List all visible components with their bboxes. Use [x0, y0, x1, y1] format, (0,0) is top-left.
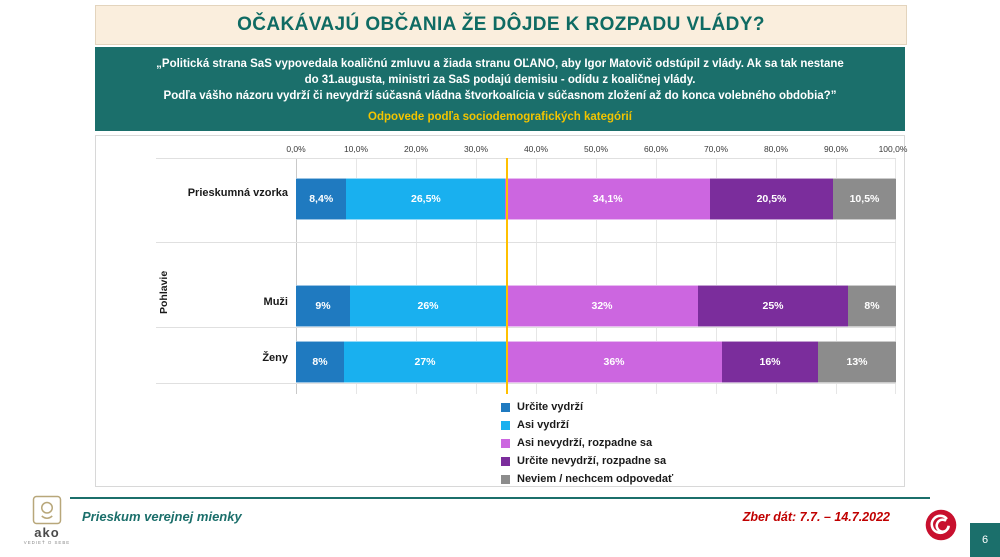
bar-segment-urcite-vydrzi: 9% — [296, 285, 350, 327]
bar-row-muzi — [296, 285, 896, 327]
legend-swatch-icon — [501, 421, 510, 430]
legend-item-1 — [501, 416, 831, 434]
bar-segment-asi-nevydrzi: 32% — [506, 285, 698, 327]
spiral-logo-icon — [924, 508, 958, 542]
reference-line — [506, 158, 508, 394]
xtick-3: 30,0% — [463, 144, 489, 154]
xtick-10: 100,0% — [878, 144, 908, 154]
bar-segment-neviem: 10,5% — [833, 178, 896, 220]
title-banner — [95, 5, 907, 45]
axis-group-label: Pohlavie — [158, 270, 170, 314]
bar-segment-neviem: 8% — [848, 285, 896, 327]
xtick-4: 40,0% — [523, 144, 549, 154]
legend-item-4 — [501, 470, 831, 488]
legend-label-0: Určite vydrží — [517, 401, 584, 413]
category-label-1: Muži — [263, 296, 288, 308]
xtick-9: 90,0% — [823, 144, 849, 154]
legend-label-4: Neviem / nechcem odpovedať — [517, 473, 674, 485]
question-subtitle: Odpovede podľa sociodemografických kategórií — [368, 110, 632, 123]
legend-swatch-icon — [501, 475, 510, 484]
category-axis — [156, 144, 296, 394]
xtick-5: 50,0% — [583, 144, 609, 154]
legend-swatch-icon — [501, 403, 510, 412]
row-separator-1 — [156, 242, 896, 243]
legend-label-1: Asi vydrží — [517, 419, 569, 431]
question-line-3: Podľa vášho názoru vydrží či nevydrží súčasná vládna štvorkoalícia v súčasnom zložení až do konca volebného obdobia?” — [163, 89, 837, 102]
ako-logo-tagline: VEDIEŤ O SEBE — [23, 540, 71, 545]
xtick-7: 70,0% — [703, 144, 729, 154]
bar-segment-neviem: 13% — [818, 341, 896, 383]
legend-item-3 — [501, 452, 831, 470]
bar-segment-asi-vydrzi: 26% — [350, 285, 506, 327]
xtick-1: 10,0% — [343, 144, 369, 154]
page-number-badge: 6 — [970, 523, 1000, 557]
page-title: OČAKÁVAJÚ OBČANIA ŽE DÔJDE K ROZPADU VLÁDY? — [237, 14, 765, 35]
bar-row-prieskumna-vzorka — [296, 178, 896, 220]
bar-segment-asi-vydrzi: 26,5% — [346, 178, 505, 220]
bar-segment-asi-nevydrzi: 34,1% — [505, 178, 710, 220]
legend-label-3: Určite nevydrží, rozpadne sa — [517, 455, 667, 467]
bar-segment-urcite-nevydrzi: 20,5% — [710, 178, 833, 220]
xtick-8: 80,0% — [763, 144, 789, 154]
value-axis — [286, 144, 908, 158]
footer-right-text: Zber dát: 7.7. – 14.7.2022 — [742, 510, 890, 524]
plot-area — [286, 144, 908, 394]
footer-divider — [70, 497, 930, 499]
legend-item-0 — [501, 398, 831, 416]
category-label-2: Ženy — [262, 352, 288, 364]
bar-segment-urcite-nevydrzi: 16% — [722, 341, 818, 383]
bar-segment-urcite-nevydrzi: 25% — [698, 285, 848, 327]
row-separator-top — [156, 158, 896, 159]
bar-row-zeny — [296, 341, 896, 383]
row-separator-3 — [156, 383, 896, 384]
footer-left-text: Prieskum verejnej mienky — [82, 509, 242, 524]
ako-logo — [16, 495, 78, 553]
chart-panel — [95, 135, 908, 487]
legend-swatch-icon — [501, 439, 510, 448]
ako-logo-wordmark: ako — [34, 525, 60, 540]
legend-swatch-icon — [501, 457, 510, 466]
chart-legend — [501, 398, 831, 488]
xtick-0: 0,0% — [286, 144, 306, 154]
question-banner — [95, 47, 905, 131]
bar-segment-urcite-vydrzi: 8,4% — [296, 178, 346, 220]
row-separator-2 — [156, 327, 896, 328]
bar-segment-asi-vydrzi: 27% — [344, 341, 506, 383]
bar-segment-asi-nevydrzi: 36% — [506, 341, 722, 383]
ako-logo-icon — [32, 495, 62, 525]
plot-wrapper — [156, 144, 908, 394]
category-label-0: Prieskumná vzorka — [187, 187, 288, 199]
xtick-2: 20,0% — [403, 144, 429, 154]
bar-segment-urcite-vydrzi: 8% — [296, 341, 344, 383]
question-line-2: do 31.augusta, ministri za SaS podajú demisiu - odídu z koaličnej vlády. — [304, 73, 696, 86]
legend-item-2 — [501, 434, 831, 452]
xtick-6: 60,0% — [643, 144, 669, 154]
legend-label-2: Asi nevydrží, rozpadne sa — [517, 437, 653, 449]
question-line-1: „Politická strana SaS vypovedala koaličnú zmluvu a žiada stranu OĽANO, aby Igor Matovič odstúpil z vlády. Ak sa tak nestane — [156, 57, 844, 70]
